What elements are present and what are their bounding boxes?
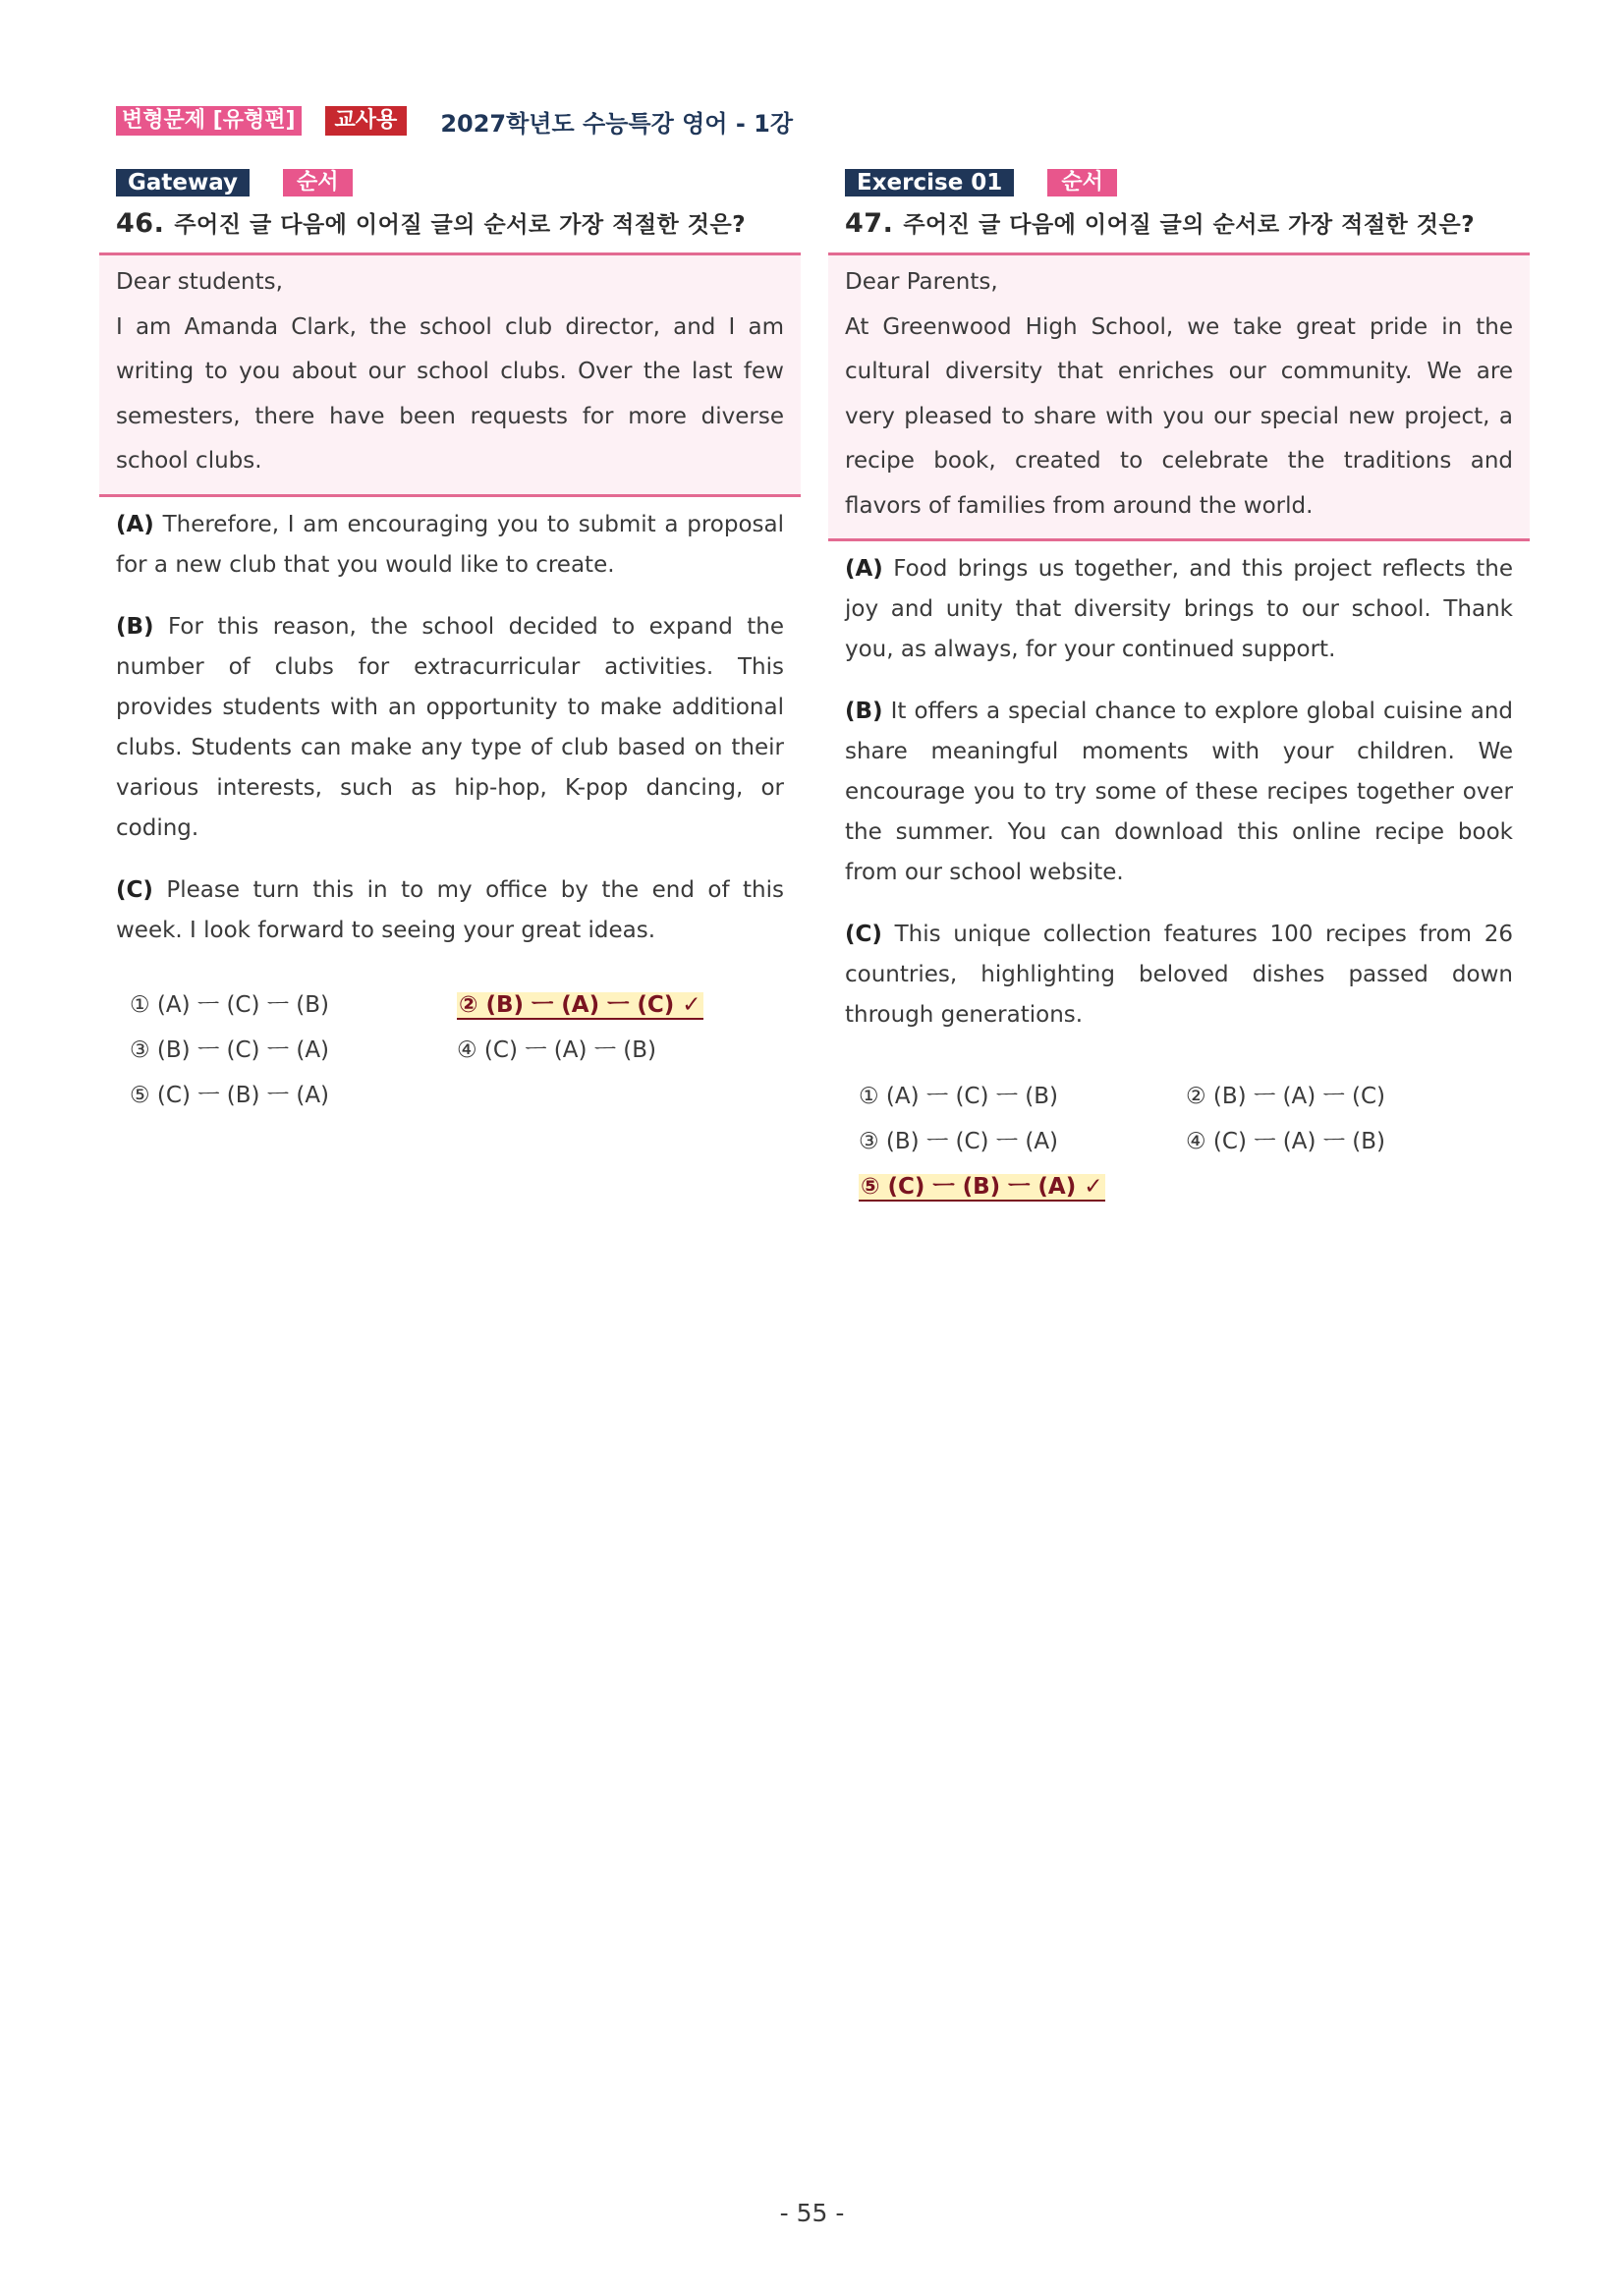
answer-choices	[130, 980, 784, 1116]
passage-body: At Greenwood High School, we take great pride in the cultural diversity that enriches our community. We are very pleased to share with you our special new project, a recipe book, created to celebrate the traditions and flavors of families from around the world.	[845, 313, 1513, 519]
choice-4[interactable]: ④ (C) ㅡ (A) ㅡ (B)	[1186, 1128, 1386, 1154]
type-label: 순서	[283, 169, 353, 196]
choice-3[interactable]: ③ (B) ㅡ (C) ㅡ (A)	[130, 1037, 330, 1063]
question-46	[116, 169, 784, 1116]
paragraph-text: This unique collection features 100 recipes from 26 countries, highlighting beloved dishes passed down through generations.	[845, 922, 1514, 1028]
paragraph-key: (C)	[116, 876, 153, 903]
paragraph-text: Please turn this in to my office by the end of this week. I look forward to seeing your great ideas.	[116, 876, 785, 943]
choice-5[interactable]: ⑤ (C) ㅡ (B) ㅡ (A)	[130, 1083, 330, 1108]
question-labels	[116, 169, 784, 196]
choice-1[interactable]: ① (A) ㅡ (C) ㅡ (B)	[130, 992, 330, 1018]
given-passage	[99, 252, 801, 497]
paragraph-text: For this reason, the school decided to expand the number of clubs for extracurricular activities. This provides students with an opportunity to make additional clubs. Students can make any type of club based on their various interests, such as hip-hop, K-pop dancing, or coding.	[116, 613, 785, 841]
question-labels	[845, 169, 1513, 196]
passage-greeting: Dear Parents,	[845, 269, 998, 295]
passage-greeting: Dear students,	[116, 269, 283, 295]
paragraph-a	[116, 505, 784, 586]
page-number: - 55 -	[779, 2199, 845, 2227]
section-label: Exercise 01	[845, 169, 1014, 196]
paragraph-text: It offers a special chance to explore global cuisine and share meaningful moments with your children. We encourage you to try some of these recipes together over the summer. You can download this online recipe book from our school website.	[845, 699, 1514, 885]
given-passage	[828, 252, 1530, 541]
choice-2-correct[interactable]: ② (B) ㅡ (A) ㅡ (C) ✓	[459, 992, 701, 1018]
question-text: 주어진 글 다음에 이어질 글의 순서로 가장 적절한 것은?	[174, 212, 747, 238]
paragraph-b	[116, 607, 784, 849]
paragraph-b	[845, 692, 1513, 893]
page-header	[116, 105, 793, 137]
paragraph-key: (A)	[845, 556, 883, 582]
paragraph-c	[116, 870, 784, 951]
choice-3[interactable]: ③ (B) ㅡ (C) ㅡ (A)	[859, 1128, 1059, 1154]
section-label: Gateway	[116, 169, 250, 196]
choice-4[interactable]: ④ (C) ㅡ (A) ㅡ (B)	[457, 1037, 657, 1063]
paragraph-text: Food brings us together, and this project reflects the joy and unity that diversity brings to our school. Thank you, as always, for your continued support.	[845, 556, 1514, 662]
passage-body: I am Amanda Clark, the school club director, and I am writing to you about our school clubs. Over the last few semesters, there have been requests for more diverse school clubs.	[116, 313, 784, 474]
question-stem	[116, 206, 784, 239]
answer-choices	[859, 1071, 1513, 1206]
type-tag: 변형문제 [유형편]	[116, 106, 302, 136]
question-47	[845, 169, 1513, 1206]
question-number: 46.	[116, 208, 165, 239]
choice-5-correct[interactable]: ⑤ (C) ㅡ (B) ㅡ (A) ✓	[861, 1173, 1103, 1200]
paragraph-key: (C)	[845, 922, 882, 947]
type-label: 순서	[1047, 169, 1117, 196]
paragraph-key: (B)	[116, 613, 154, 640]
question-text: 주어진 글 다음에 이어질 글의 순서로 가장 적절한 것은?	[903, 212, 1476, 238]
question-stem	[845, 206, 1513, 239]
paragraph-key: (A)	[116, 511, 154, 537]
paragraph-a	[845, 549, 1513, 670]
page-title: 2027학년도 수능특강 영어 - 1강	[440, 109, 794, 138]
choice-1[interactable]: ① (A) ㅡ (C) ㅡ (B)	[859, 1083, 1059, 1109]
paragraph-key: (B)	[845, 699, 883, 724]
paragraph-c	[845, 915, 1513, 1036]
teacher-tag: 교사용	[325, 106, 408, 136]
choice-2[interactable]: ② (B) ㅡ (A) ㅡ (C)	[1186, 1083, 1386, 1109]
question-number: 47.	[845, 208, 894, 239]
paragraph-text: Therefore, I am encouraging you to submit a proposal for a new club that you would like to create.	[116, 511, 785, 578]
